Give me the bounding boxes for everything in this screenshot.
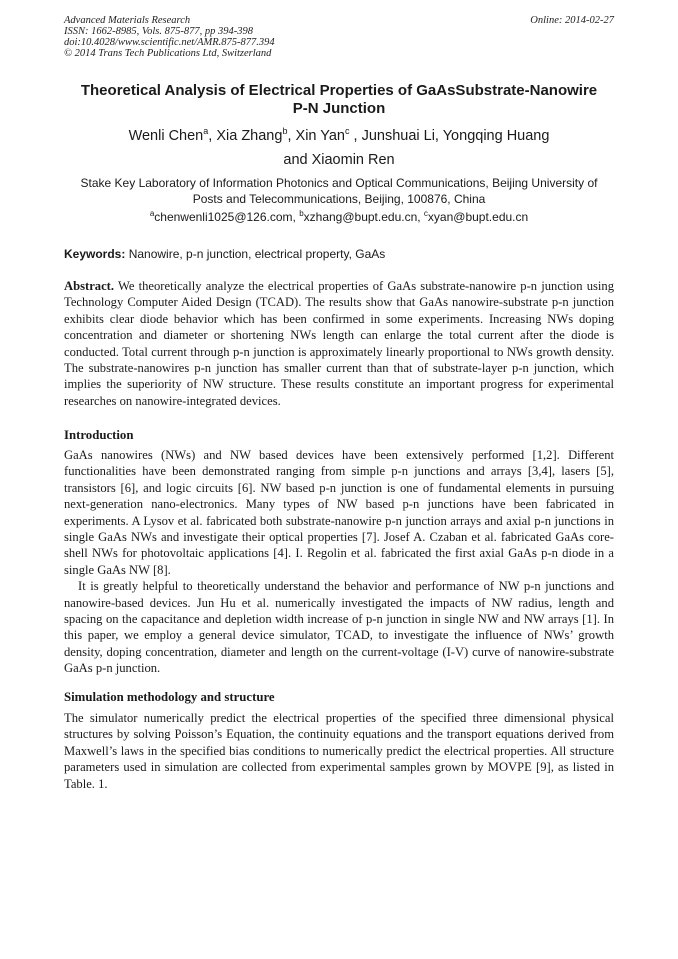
email-link[interactable]: xyan@bupt.edu.cn <box>427 210 529 224</box>
journal-header <box>64 15 275 59</box>
online-date: Online: 2014-02-27 <box>530 15 614 26</box>
abstract-label: Abstract. <box>64 279 115 293</box>
author-names-rest: , Junshuai Li, Yongqing Huang <box>349 128 550 144</box>
email-mark: a <box>149 209 155 218</box>
journal-name: Advanced Materials Research <box>64 15 191 26</box>
journal-issn: ISSN: 1662-8985, Vols. 875-877, pp 394-398 <box>64 26 253 37</box>
author-line-1 <box>50 124 628 148</box>
affiliation <box>50 175 628 207</box>
paragraph: The simulator numerically predict the electrical properties of the specified three dimensional physical structures by solving Poisson’s Equation, the continuity equations and the transport equations derived from Maxwell’s laws in the specified bias conditions to numerically predict the electrical properties. All structure parameters used in simulation are collected from experimental samples grown by MOVPE [9], as listed in Table. 1. <box>64 711 614 791</box>
journal-copyright: © 2014 Trans Tech Publications Ltd, Switzerland <box>64 48 272 59</box>
section-heading-simulation: Simulation methodology and structure <box>64 690 275 704</box>
author-name: , Xia Zhang <box>208 128 283 144</box>
paper-title <box>50 82 628 118</box>
author-name: Wenli Chen <box>128 128 204 144</box>
keywords <box>64 246 614 262</box>
introduction-body <box>64 447 614 677</box>
author-line-2: and Xiaomin Ren <box>283 152 395 168</box>
keywords-text: Nanowire, p-n junction, electrical property, GaAs <box>125 247 386 261</box>
simulation-body <box>64 710 614 792</box>
email-mark: c <box>423 209 428 218</box>
section-heading-introduction: Introduction <box>64 428 134 442</box>
affiliation-mark: b <box>282 126 288 136</box>
paragraph: It is greatly helpful to theoretically understand the behavior and performance of NW p-n junctions and nanowire-based devices. Jun Hu et al. numerically investigated the impacts of NW radius, length and spacing on the capacitance and depletion width increase of p-n junction in single NW and NW arrays [1]. In this paper, we employ a general device simulator, TCAD, to investigate the influence of NWs’ growth density, doping concentration, diameter and length on the current-voltage (I-V) curve of nanowire-substrate GaAs p-n junction. <box>64 579 614 676</box>
affiliation-mark: c <box>344 126 350 136</box>
email-link[interactable]: xzhang@bupt.edu.cn, <box>303 210 424 224</box>
affiliation-mark: a <box>203 126 209 136</box>
author-name: , Xin Yan <box>287 128 345 144</box>
abstract-text: We theoretically analyze the electrical properties of GaAs substrate-nanowire p-n junction using Technology Computer Aided Design (TCAD). The results show that GaAs nanowire-substrate p-n junction exhibits clear diode behavior which has been confirmed in some experiments. Increasing NWs doping concentration and diameter or shortening NWs length can enlarge the total current after the diode is conducted. Total current through p-n junction is approximately linearly proportional to NWs growth density. The substrate-nanowires p-n junction has smaller current than that of substrate-layer p-n junction, which implies the superiority of NW structure. These results constitute an important progress for experimental researches on nanowire-integrated devices. <box>64 279 614 408</box>
title-line-2: P-N Junction <box>292 100 386 117</box>
email-mark: b <box>299 209 304 218</box>
title-line-1: Theoretical Analysis of Electrical Properties of GaAsSubstrate-Nanowire <box>80 82 598 99</box>
keywords-label: Keywords: <box>64 247 126 261</box>
affiliation-line-1: Stake Key Laboratory of Information Photonics and Optical Communications, Beijing University of <box>80 176 598 190</box>
author-emails <box>50 209 628 225</box>
journal-doi[interactable]: doi:10.4028/www.scientific.net/AMR.875-877.394 <box>64 37 275 48</box>
abstract <box>64 278 614 409</box>
email-link[interactable]: chenwenli1025@126.com, <box>154 210 300 224</box>
paragraph: GaAs nanowires (NWs) and NW based devices have been extensively performed [1,2]. Different functionalities have been demonstrated ranging from simple p-n junctions and arrays [3,4], lasers [5], transistors [6], and logic circuits [6]. NW based p-n junction is one of fundamental elements in pursuing next-generation nano-electronics. Many types of NW based p-n junctions have been fabricated in experiments. A Lysov et al. fabricated both substrate-nanowire p-n junction arrays and axial p-n junctions in single GaAs NWs and investigate their optical properties [7]. Josef A. Czaban et al. fabricated GaAs core-shell NWs for photovoltaic applications [4]. I. Regolin et al. fabricated the first axial GaAs p-n diode in a single GaAs NW [8]. <box>64 448 614 577</box>
affiliation-line-2: Posts and Telecommunications, Beijing, 100876, China <box>192 192 486 206</box>
author-list <box>50 124 628 172</box>
